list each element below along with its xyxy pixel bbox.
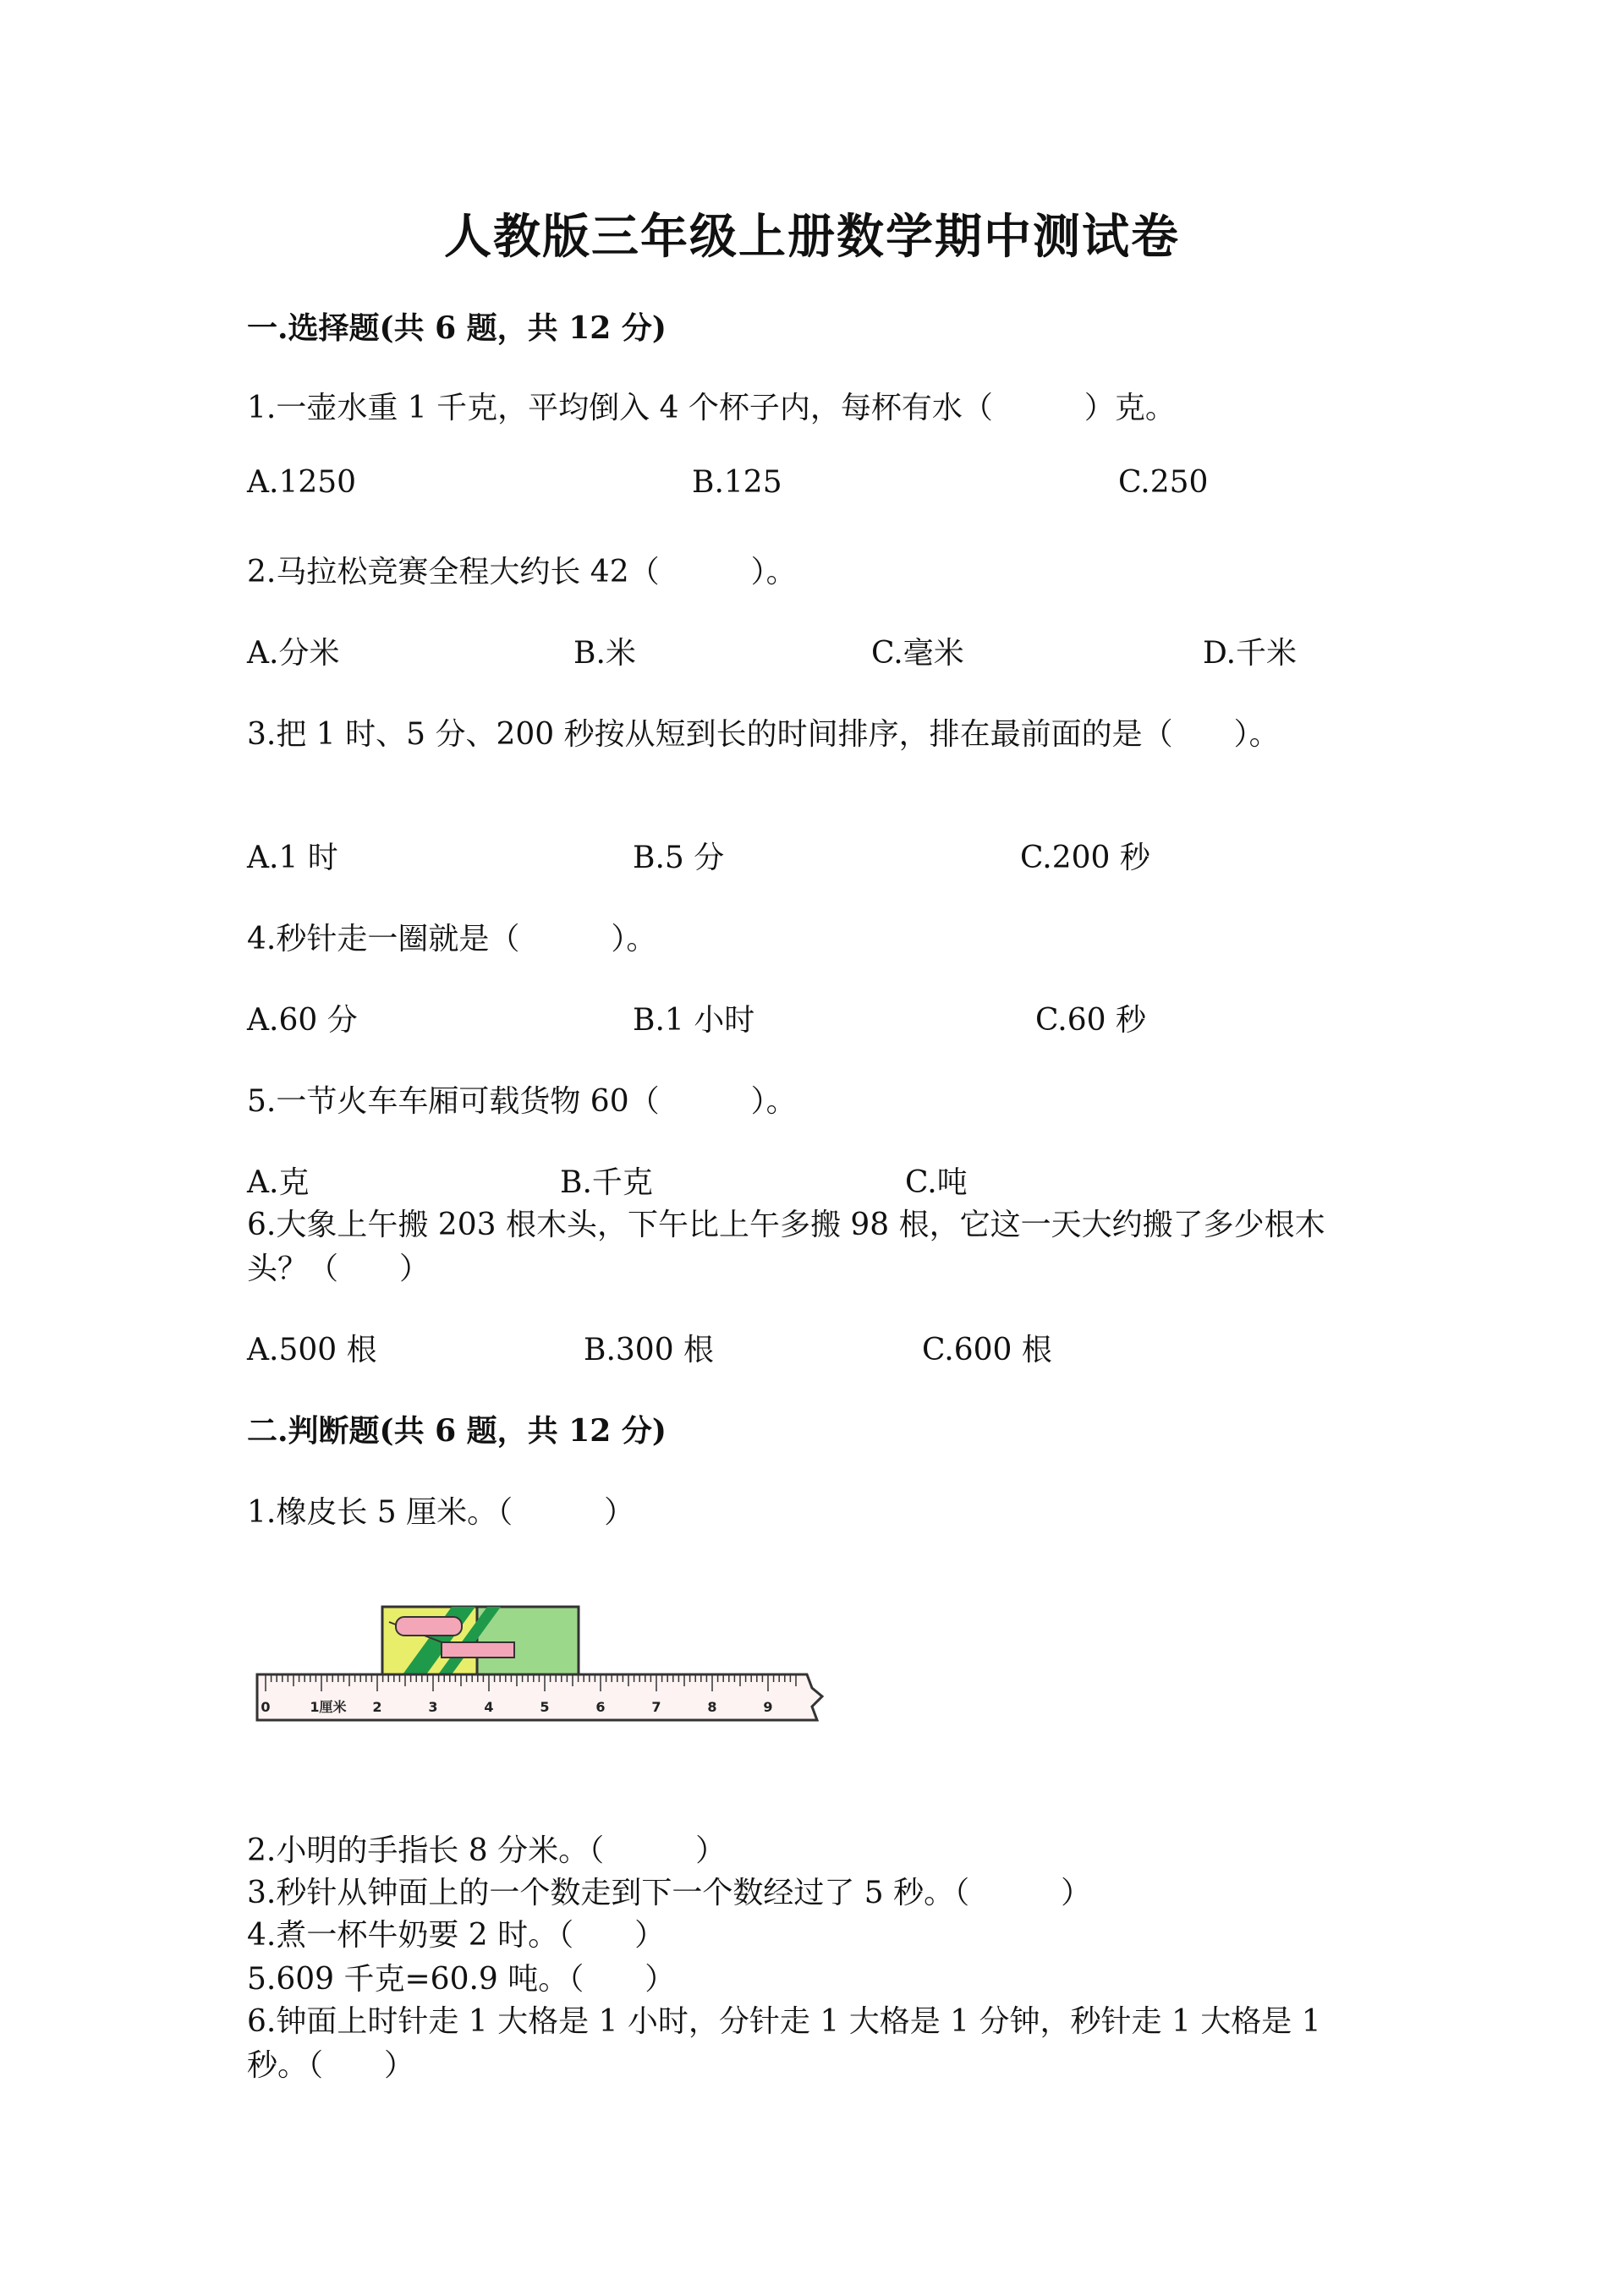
option-b: B.1 小时 (633, 1003, 755, 1038)
question-2-5: 5.609 千克=60.9 吨。（ ） (247, 1962, 676, 1997)
question-1-3: 3.把 1 时、5 分、200 秒按从短到长的时间排序，排在最前面的是（ ）。 (247, 717, 1280, 752)
option-c: C.600 根 (922, 1333, 1052, 1367)
eraser-pink-oval (396, 1617, 462, 1636)
ruler-number: 0 (261, 1699, 271, 1715)
section-2-heading: 二.判断题(共 6 题，共 12 分) (247, 1413, 667, 1449)
question-2-3: 3.秒针从钟面上的一个数走到下一个数经过了 5 秒。（ ） (247, 1876, 1092, 1910)
eraser-ruler-illustration (254, 1597, 854, 1732)
question-1-6-line-2: 头？（ ） (247, 1252, 431, 1286)
option-c: C.毫米 (871, 636, 964, 671)
option-b: B.5 分 (633, 841, 725, 875)
ruler-number: 5 (540, 1699, 550, 1715)
option-b: B.千克 (560, 1165, 653, 1200)
option-d: D.千米 (1203, 636, 1298, 671)
section-1-heading: 一.选择题(共 6 题，共 12 分) (247, 310, 667, 346)
question-2-2: 2.小明的手指长 8 分米。（ ） (247, 1833, 727, 1868)
option-c: C.250 (1118, 465, 1209, 500)
ruler-number: 9 (763, 1699, 773, 1715)
option-b: B.300 根 (584, 1333, 715, 1367)
ruler-svg (254, 1597, 854, 1732)
ruler-number: 6 (595, 1699, 606, 1715)
option-c: C.吨 (905, 1165, 968, 1200)
option-a: A.60 分 (247, 1003, 358, 1038)
option-a: A.分米 (247, 636, 340, 671)
question-1-6-line-1: 6.大象上午搬 203 根木头，下午比上午多搬 98 根，它这一天大约搬了多少根木 (247, 1208, 1325, 1242)
ruler-number: 3 (428, 1699, 438, 1715)
option-b: B.米 (573, 636, 636, 671)
question-2-4: 4.煮一杯牛奶要 2 时。（ ） (247, 1918, 666, 1953)
page-title: 人教版三年级上册数学期中测试卷 (444, 209, 1180, 265)
question-1-1: 1.一壶水重 1 千克，平均倒入 4 个杯子内，每杯有水（ ）克。 (247, 391, 1176, 425)
ruler-number: 1厘米 (310, 1699, 347, 1715)
option-c: C.60 秒 (1035, 1003, 1146, 1038)
question-2-1: 1.橡皮长 5 厘米。（ ） (247, 1495, 635, 1530)
question-2-6-line-1: 6.钟面上时针走 1 大格是 1 小时，分针走 1 大格是 1 分钟，秒针走 1 大格是 1 (247, 2004, 1321, 2039)
ruler-number: 4 (484, 1699, 494, 1715)
option-b: B.125 (692, 465, 782, 500)
ruler-number: 2 (372, 1699, 382, 1715)
ruler-number: 8 (707, 1699, 717, 1715)
question-1-4: 4.秒针走一圈就是（ ）。 (247, 922, 657, 956)
option-a: A.500 根 (247, 1333, 377, 1367)
option-a: A.1 时 (247, 841, 338, 875)
option-a: A.克 (247, 1165, 310, 1200)
option-c: C.200 秒 (1020, 841, 1150, 875)
eraser-pink-bar (442, 1642, 514, 1658)
question-1-2: 2.马拉松竞赛全程大约长 42（ ）。 (247, 555, 797, 589)
ruler-number: 7 (651, 1699, 661, 1715)
question-1-5: 5.一节火车车厢可载货物 60（ ）。 (247, 1084, 797, 1119)
question-2-6-line-2: 秒。（ ） (247, 2048, 415, 2083)
option-a: A.1250 (247, 465, 357, 500)
